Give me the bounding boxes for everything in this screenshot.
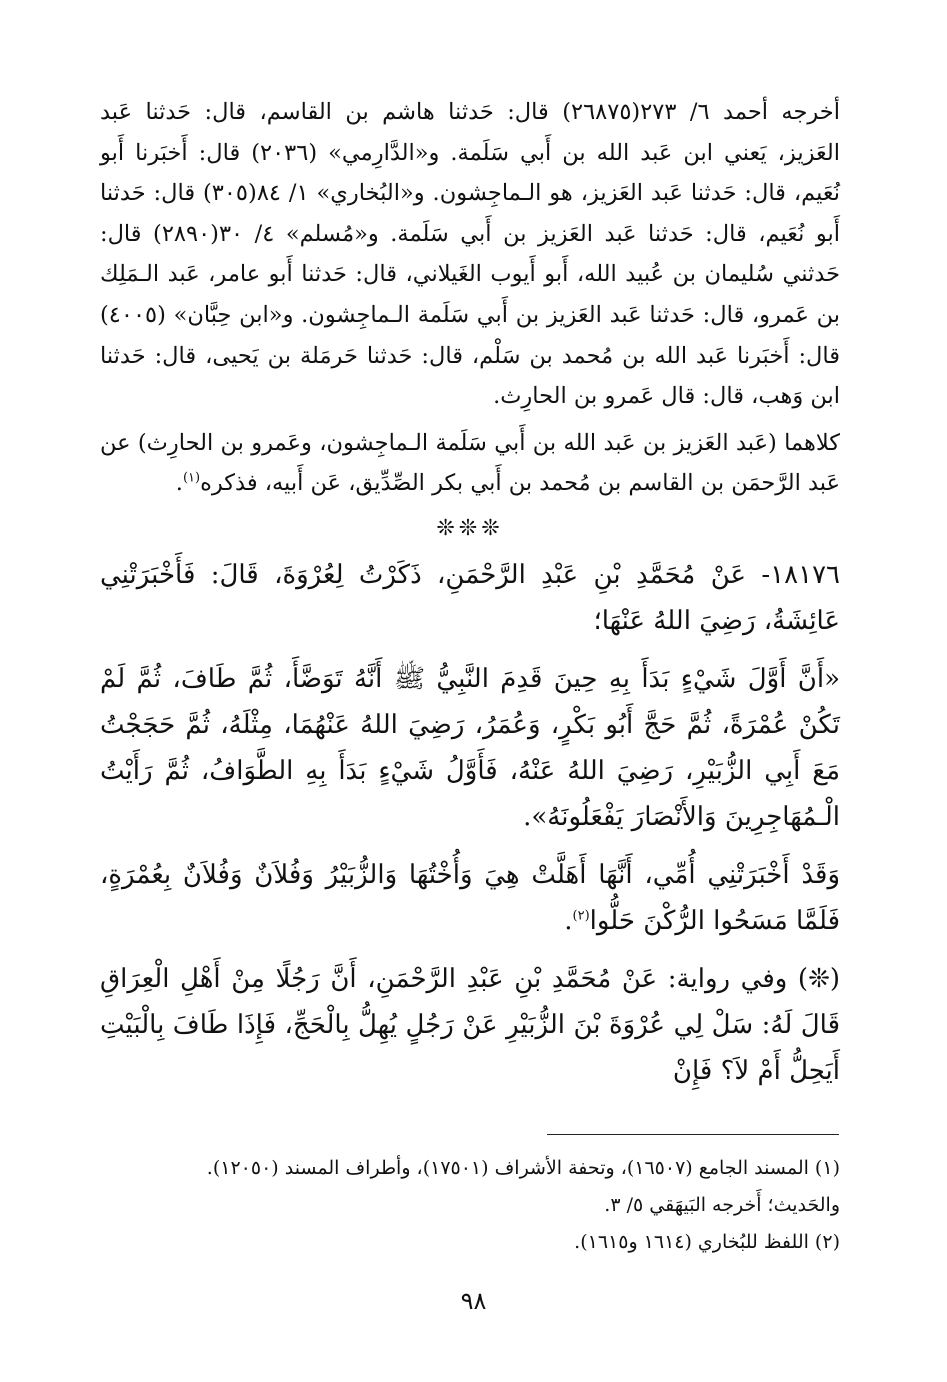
footnote-2: (٢) اللفظ للبُخاري (١٦١٤ و١٦١٥). (574, 1231, 840, 1253)
hadith-mother-report (100, 852, 840, 944)
hadith-intro: ١٨١٧٦- عَنْ مُحَمَّدِ بْنِ عَبْدِ الرَّحْمَنِ، ذَكَرْتُ لِعُرْوَةَ، قَالَ: فَأَخْبَرَتْنِي عَائِشَةُ، رَضِيَ اللهُ عَنْهَا؛ (100, 559, 840, 636)
section-separator: ❊❊❊ (436, 515, 504, 541)
footnote-1-continued: والحَديث؛ أَخرجه البَيهَقي ٥/ ٣. (604, 1194, 840, 1216)
footnote-1: (١) المسند الجامع (١٦٥٠٧)، وتحفة الأشراف (١٧٥٠١)، وأطراف المسند (١٢٠٥٠). (206, 1157, 840, 1179)
hadith-main-text: «أَنَّ أَوَّلَ شَيْءٍ بَدَأَ بِهِ حِينَ قَدِمَ النَّبِيُّ ﷺ أَنَّهُ تَوَضَّأَ، ثُمَّ طَافَ، ثُمَّ لَمْ تَكُنْ عُمْرَةً، ثُمَّ حَجَّ أَبُو بَكْرٍ، وَعُمَرُ، رَضِيَ اللهُ عَنْهُمَا، مِثْلَهُ، ثُمَّ حَجَجْتُ مَعَ أَبِي الزُّبَيْرِ، رَضِيَ اللهُ عَنْهُ، فَأَوَّلُ شَيْءٍ بَدَأَ بِهِ الطَّوَافُ، ثُمَّ رَأَيْتُ الْـمُهَاجِرِينَ وَالأَنْصَارَ يَفْعَلُونَهُ». (100, 663, 840, 832)
page-number: ٩٨ (460, 1287, 487, 1315)
takhrij-summary-text: كلاهما (عَبد العَزيز بن عَبد الله بن أَبي سَلَمة الـماجِشون، وعَمرو بن الحارِث) عن عَبد الرَّحمَن بن القاسم بن مُحمد بن أَبي بكر الصِّدِّيق، عَن أَبيه، فذكره (100, 429, 840, 497)
takhrij-summary-end: . (175, 470, 183, 497)
hadith-mother-end: . (564, 905, 573, 936)
hadith-riwaya: (❊) وفي رواية: عَنْ مُحَمَّدِ بْنِ عَبْدِ الرَّحْمَنِ، أَنَّ رَجُلًا مِنْ أَهْلِ الْعِرَاقِ قَالَ لَهُ: سَلْ لِي عُرْوَةَ بْنَ الزُّبَيْرِ عَنْ رَجُلٍ يُهِلُّ بِالْحَجِّ، فَإِذَا طَافَ بِالْبَيْتِ أَيَحِلُّ أَمْ لاَ؟ فَإِنْ (100, 963, 840, 1086)
hadith-mother-text: وَقَدْ أَخْبَرَتْنِي أُمِّي، أَنَّهَا أَهَلَّتْ هِيَ وَأُخْتُهَا وَالزُّبَيْرُ وَفُلاَنٌ وَفُلاَنٌ بِعُمْرَةٍ، فَلَمَّا مَسَحُوا الرُّكْنَ حَلُّوا (100, 859, 840, 936)
page-body (100, 92, 840, 1094)
footnote-ref-1: (١) (182, 470, 201, 486)
takhrij-paragraph-sources: أخرجه أحمد ٦/ ٢٧٣(٢٦٨٧٥) قال: حَدثنا هاشم بن القاسم، قال: حَدثنا عَبد العَزيز، يَعني ابن عَبد الله بن أَبي سَلَمة. و«الدَّارِمي» (٢٠٣٦) قال: أَخبَرنا أَبو نُعَيم، قال: حَدثنا عَبد العَزيز، هو الـماجِشون. و«البُخاري» ١/ ٨٤(٣٠٥) قال: حَدثنا أَبو نُعَيم، قال: حَدثنا عَبد العَزيز بن أَبي سَلَمة. و«مُسلم» ٤/ ٣٠(٢٨٩٠) قال: حَدثني سُليمان بن عُبيد الله، أَبو أَيوب الغَيلاني، قال: حَدثنا أَبو عامر، عَبد الـمَلِك بن عَمرو، قال: حَدثنا عَبد العَزيز بن أَبي سَلَمة الـماجِشون. و«ابن حِبَّان» (٤٠٠٥) قال: أَخبَرنا عَبد الله بن مُحمد بن سَلْم، قال: حَدثنا حَرمَلة بن يَحيى، قال: حَدثنا ابن وَهب، قال: قال عَمرو بن الحارِث. (100, 99, 840, 410)
footnotes (100, 1150, 840, 1261)
takhrij-paragraph-summary (100, 423, 840, 504)
footnote-ref-2: (٢) (572, 908, 590, 924)
footnote-divider (547, 1134, 839, 1135)
